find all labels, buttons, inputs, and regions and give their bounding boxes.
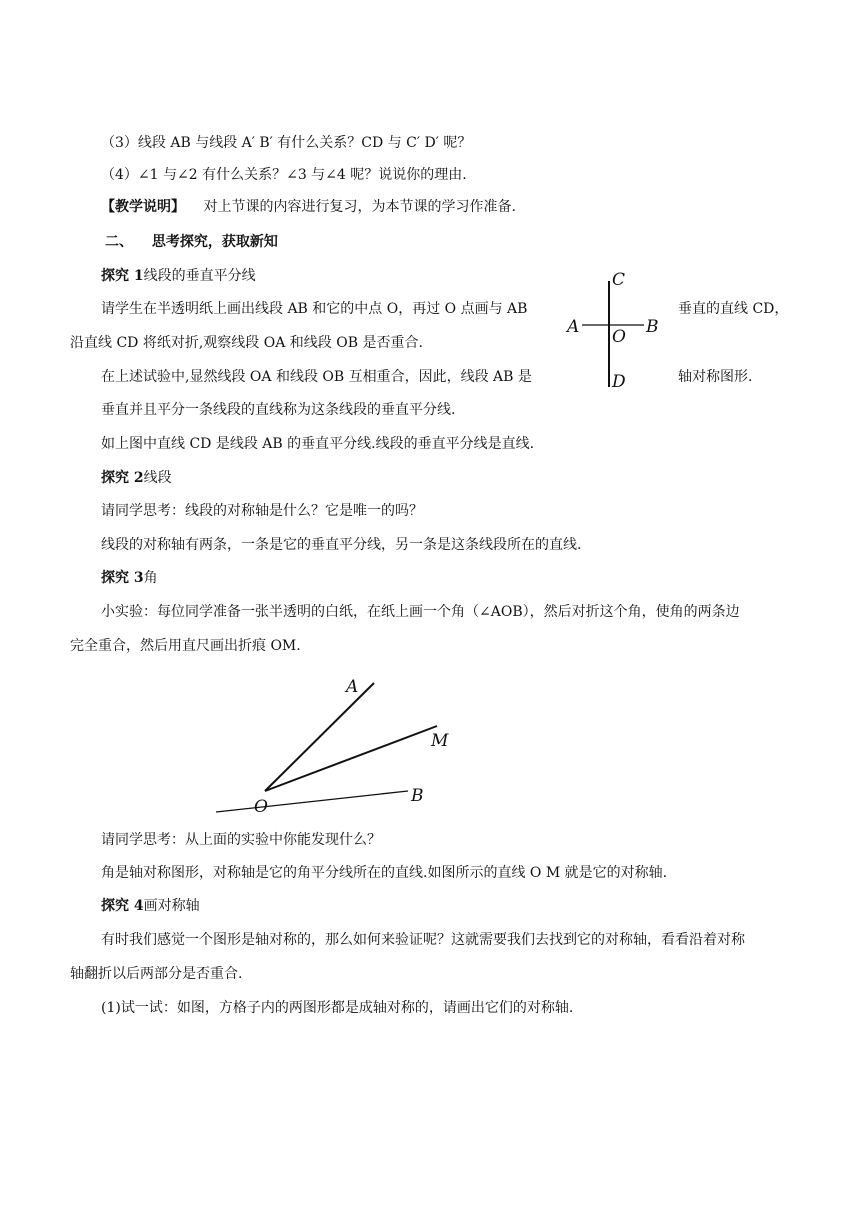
label-c: C [612, 270, 626, 290]
teaching-note [101, 197, 516, 217]
explore-3-heading [101, 568, 158, 588]
label-b: B [411, 786, 424, 806]
paragraph-5: 请同学思考：线段的对称轴是什么？它是唯一的吗？ [101, 503, 423, 519]
ray-oa [265, 683, 374, 791]
label-b: B [646, 317, 659, 337]
section-2-title: 思考探究，获取新知 [151, 234, 278, 250]
paragraph-10b: 轴翻折以后两部分是否重合. [70, 966, 243, 982]
ray-ob [216, 791, 408, 812]
section-2-number: 二、 [105, 234, 133, 250]
perpendicular-bisector-figure [560, 265, 670, 395]
paragraph-9: 角是轴对称图形，对称轴是它的角平分线所在的直线.如图所示的直线 O M 就是它的对称轴. [101, 865, 668, 881]
explore-4-heading [101, 896, 200, 916]
paragraph-4: 如上图中直线 CD 是线段 AB 的垂直平分线.线段的垂直平分线是直线. [101, 436, 535, 452]
explore-4-label: 探究 4 [101, 898, 144, 914]
explore-1-label: 探究 1 [101, 268, 144, 284]
paragraph-10a: 有时我们感觉一个图形是轴对称的，那么如何来验证呢？这就需要我们去找到它的对称轴，看看沿着对称 [101, 932, 745, 948]
paragraph-11: (1)试一试：如图，方格子内的两图形都是成轴对称的，请画出它们的对称轴. [101, 1000, 574, 1016]
paragraph-1a: 请学生在半透明纸上画出线段 AB 和它的中点 O，再过 O 点画与 AB [101, 301, 528, 317]
label-a: A [346, 677, 359, 697]
label-d: D [612, 372, 626, 392]
paragraph-7a: 小实验：每位同学准备一张半透明的白纸，在纸上画一个角（∠AOB），然后对折这个角，使角的两条边 [101, 604, 740, 620]
question-3: （3）线段 AB 与线段 A′ B′ 有什么关系？CD 与 C′ D′ 呢？ [101, 135, 472, 151]
paragraph-2b: 轴对称图形. [678, 369, 753, 385]
paragraph-1c: 沿直线 CD 将纸对折,观察线段 OA 和线段 OB 是否重合. [70, 335, 423, 351]
teaching-note-label: 【教学说明】 [101, 199, 185, 215]
explore-1-title: 线段的垂直平分线 [143, 268, 256, 284]
explore-2-label: 探究 2 [101, 470, 144, 486]
paragraph-3: 垂直并且平分一条线段的直线称为这条线段的垂直平分线. [101, 402, 456, 418]
question-4: （4）∠1 与∠2 有什么关系？∠3 与∠4 呢？说说你的理由. [101, 167, 467, 183]
explore-1-heading [101, 266, 256, 286]
paragraph-6: 线段的对称轴有两条，一条是它的垂直平分线，另一条是这条线段所在的直线. [101, 537, 582, 553]
label-m: M [431, 731, 449, 751]
explore-2-heading [101, 468, 172, 488]
label-o: O [612, 327, 626, 347]
paragraph-8: 请同学思考：从上面的实验中你能发现什么？ [101, 832, 381, 848]
paragraph-1b: 垂直的直线 CD， [678, 301, 789, 317]
paragraph-7b: 完全重合，然后用直尺画出折痕 OM. [70, 638, 301, 654]
ray-om [265, 726, 437, 791]
label-o: O [254, 797, 268, 817]
angle-bisector-figure [210, 670, 470, 820]
explore-3-title: 角 [143, 570, 158, 586]
explore-3-label: 探究 3 [101, 570, 144, 586]
section-2-heading [105, 232, 278, 252]
explore-2-title: 线段 [143, 470, 172, 486]
teaching-note-text: 对上节课的内容进行复习，为本节课的学习作准备. [203, 199, 516, 215]
label-a: A [567, 317, 580, 337]
paragraph-2a: 在上述试验中,显然线段 OA 和线段 OB 互相重合，因此，线段 AB 是 [101, 369, 532, 385]
explore-4-title: 画对称轴 [143, 898, 200, 914]
